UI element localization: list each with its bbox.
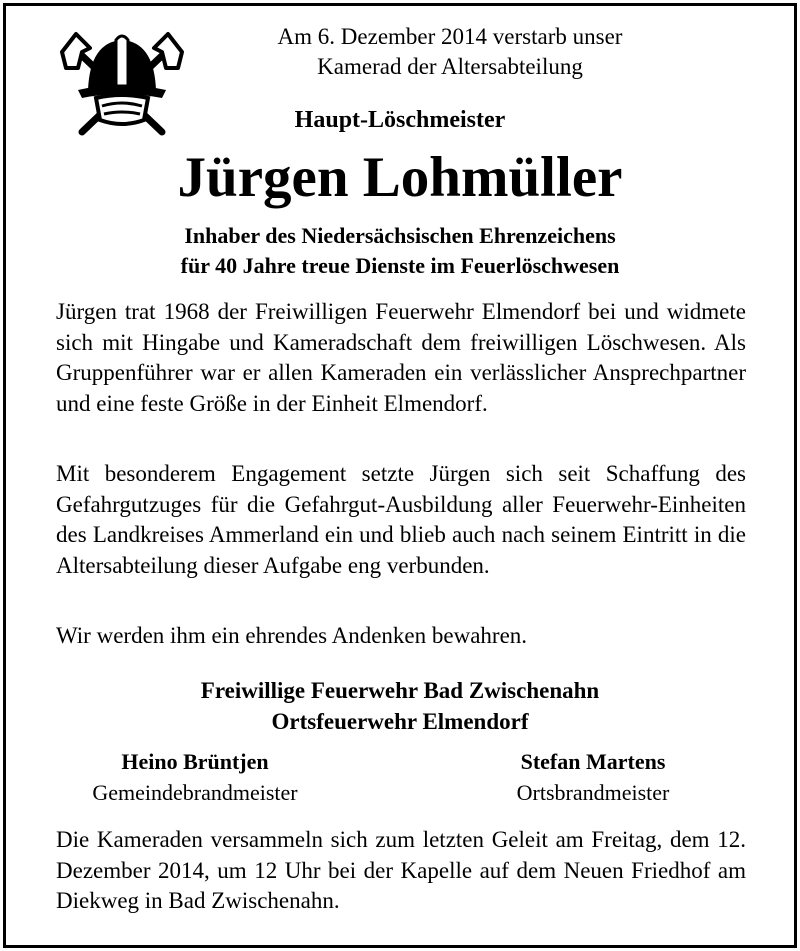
deceased-rank: Haupt-Löschmeister bbox=[294, 107, 506, 133]
paragraph-engagement: Mit besonderem Engagement setzte Jürgen sich seit Schaffung des Gefahrgutzuges für die Gefahrgut-Ausbildung aller Feuerwehr-Einheiten des Landkreises Ammerland ein und blieb auch nach seinem Eintritt in die Altersabteilung dieser Aufgabe eng verbunden. bbox=[56, 461, 746, 578]
intro-line-2: Kamerad der Altersabteilung bbox=[317, 54, 583, 79]
honor-line-1: Inhaber des Niedersächsischen Ehrenzeichens bbox=[184, 223, 616, 248]
intro-text bbox=[200, 22, 700, 82]
signatory-name: Heino Brüntjen bbox=[121, 749, 269, 774]
signatory-left bbox=[45, 747, 345, 809]
signatory-title: Ortsbrandmeister bbox=[516, 780, 670, 805]
honor-text bbox=[0, 221, 800, 281]
paragraph-career: Jürgen trat 1968 der Freiwilligen Feuerwehr Elmendorf bei und widmete sich mit Hingabe und Kameradschaft dem freiwilligen Löschwesen. Als Gruppenführer war er allen Kameraden ein verlässlicher Ansprechpartner und eine feste Größe in der Einheit Elmendorf. bbox=[56, 299, 746, 416]
organization-block bbox=[0, 675, 800, 737]
organization-line-2: Ortsfeuerwehr Elmendorf bbox=[271, 709, 529, 734]
funeral-notice: Die Kameraden versammeln sich zum letzten Geleit am Freitag, dem 12. Dezember 2014, um 12 Uhr bei der Kapelle auf dem Neuen Friedhof am Diekweg in Bad Zwischenahn. bbox=[56, 827, 746, 913]
deceased-name: Jürgen Lohmüller bbox=[177, 146, 623, 209]
paragraph-remembrance: Wir werden ihm ein ehrendes Andenken bewahren. bbox=[56, 623, 528, 648]
honor-line-2: für 40 Jahre treue Dienste im Feuerlöschwesen bbox=[180, 253, 620, 278]
organization-line-1: Freiwillige Feuerwehr Bad Zwischenahn bbox=[200, 678, 600, 703]
signatory-title: Gemeindebrandmeister bbox=[92, 780, 298, 805]
intro-line-1: Am 6. Dezember 2014 verstarb unser bbox=[277, 24, 623, 49]
signatory-name: Stefan Martens bbox=[520, 749, 666, 774]
signatory-right bbox=[443, 747, 743, 809]
